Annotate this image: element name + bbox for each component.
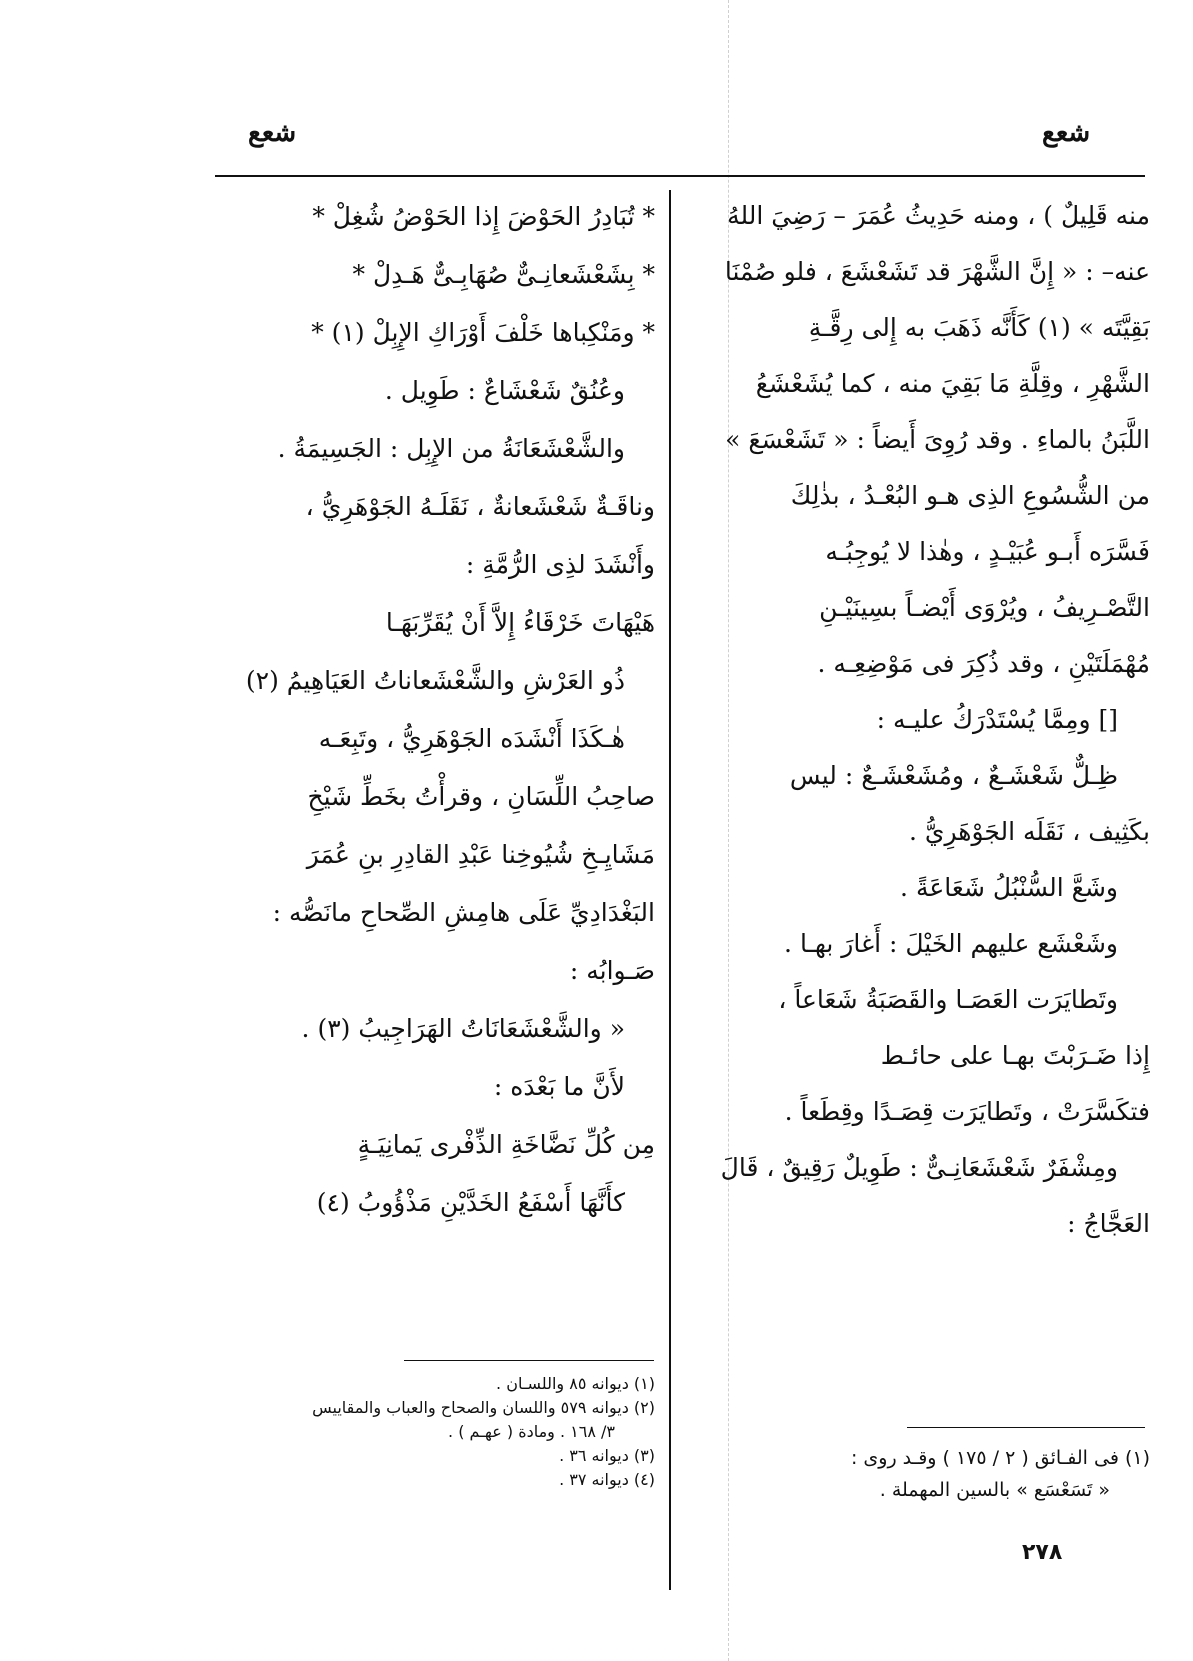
text-line: إِذا ضَـرَبْتَ بهـا على حائـط xyxy=(880,1041,1150,1070)
verse-line: * ومَنْكِباها خَلْفَ أَوْرَاكِ الإِبِلْ (١) * xyxy=(311,318,655,347)
text-line: الشَّهْرِ ، وقِلَّةِ مَا بَقِيَ منه ، كما يُشَعْشَعُ xyxy=(755,369,1150,398)
text-line: منه قَلِيلٌ ) ، ومنه حَدِيثُ عُمَرَ – رَضِيَ اللهُ xyxy=(727,201,1150,230)
verse-line: هَيْهَاتَ خَرْقَاءُ إِلاَّ أَنْ يُقَرِّبَهَـا xyxy=(385,608,655,637)
text-line: فَسَّرَه أَبـو عُبَيْـدٍ ، وهٰذا لا يُوجِبُـه xyxy=(825,537,1150,566)
text-line: والشَّعْشَعَانَةُ من الإِبِل : الجَسِيمَةُ . xyxy=(277,434,625,463)
footnote-line: (١) ديوانه ٨٥ واللسـان . xyxy=(496,1374,655,1393)
quote-line: « والشَّعْشَعَانَاتُ الهَرَاجِيبُ (٣) . xyxy=(301,1014,625,1043)
text-line: البَغْدَادِيِّ عَلَى هامِشِ الصِّحاحِ مانَصُّه : xyxy=(272,898,655,927)
footnotes-right xyxy=(690,1442,1150,1506)
text-line: وناقَـةٌ شَعْشَعانةٌ ، نَقَلَـهُ الجَوْهَرِيُّ ، xyxy=(305,492,655,521)
text-line: فتكَسَّرَتْ ، وتَطايَرَت قِصَـدًا وقِطَعاً . xyxy=(784,1097,1150,1126)
text-line: وتَطايَرَت العَصَـا والقَصَبَةُ شَعَاعاً ، xyxy=(778,985,1118,1014)
running-header-left: شعع xyxy=(248,118,297,148)
verse-line: ذُو العَرْشِ والشَّعْشَعاناتُ العَيَاهِيمُ (٢) xyxy=(245,666,625,695)
text-line: وعُنُقٌ شَعْشَاعٌ : طَوِيل . xyxy=(384,376,625,405)
verse-line: * تُبَادِرُ الحَوْضَ إِذا الحَوْضُ شُغِلْ * xyxy=(312,202,655,231)
text-line: صَـوابُه : xyxy=(569,956,655,985)
text-line: التَّصْـرِيفُ ، ويُرْوَى أَيْضـاً بسِينَيْـنِ xyxy=(819,593,1150,622)
header-rule xyxy=(215,175,1145,177)
footnotes-left xyxy=(170,1372,655,1492)
text-line: وشَعَّ السُّنْبُلُ شَعَاعَةً . xyxy=(900,873,1118,902)
text-line: العَجَّاجُ : xyxy=(1067,1209,1150,1238)
text-line: مَشَايِـخِ شُيُوخِنا عَبْدِ القادِرِ بنِ عُمَرَ xyxy=(306,840,655,869)
footnote-rule-right xyxy=(907,1427,1145,1428)
text-line: وشَعْشَع عليهم الخَيْلَ : أَغارَ بهـا . xyxy=(784,929,1118,958)
text-line: صاحِبُ اللِّسَانِ ، وقرأْتُ بخَطِّ شَيْخِ xyxy=(307,782,655,811)
text-line: عنه– : « إِنَّ الشَّهْرَ قد تَشَعْشَعَ ، فلو صُمْنَا xyxy=(724,257,1150,286)
footnote-line: ٣/ ١٦٨ . ومادة ( عهـم ) . xyxy=(448,1422,615,1441)
column-divider xyxy=(669,190,671,1590)
page-number: ٢٧٨ xyxy=(1022,1540,1063,1565)
verse-line: مِن كُلِّ نَضَّاخَةِ الذِّفْرى يَمانِيَـةٍ xyxy=(357,1130,655,1159)
text-line: ظِـلٌّ شَعْشَـعٌ ، ومُشَعْشَـعٌ : ليس xyxy=(789,761,1118,790)
text-line: بكَثِيف ، نَقَلَه الجَوْهَرِيُّ . xyxy=(909,817,1150,846)
text-line: ومِشْفَرٌ شَعْشَعَانِـىٌّ : طَوِيلٌ رَقِيقٌ ، قَالَ xyxy=(720,1153,1118,1182)
text-line: مُهْمَلَتَيْنِ ، وقد ذُكِرَ فى مَوْضِعِـه . xyxy=(817,649,1150,678)
verse-line: كأَنَّهَا أَسْفَعُ الخَدَّيْنِ مَذْؤُوبُ (٤) xyxy=(316,1188,625,1217)
running-header-right: شعع xyxy=(1042,118,1091,148)
left-column xyxy=(215,188,655,1232)
right-column xyxy=(690,188,1150,1252)
footnote-line: (١) فى الفـائق ( ٢ / ١٧٥ ) وقـد روى : xyxy=(850,1447,1150,1469)
text-line: من الشُّسُوعِ الذِى هـو البُعْـدُ ، بذٰلِكَ xyxy=(790,481,1150,510)
footnote-line: « تَسَعْسَع » بالسين المهملة . xyxy=(879,1479,1110,1501)
footnote-rule-left xyxy=(404,1360,654,1361)
verse-line: * بِشَعْشَعانِـىٌّ صُهَابِـىٌّ هَـدِلْ * xyxy=(352,260,655,289)
text-line: لأَنَّ ما بَعْدَه : xyxy=(493,1072,625,1101)
text-line: هٰـكَذَا أَنْشَدَه الجَوْهَرِيُّ ، وتَبِعَـه xyxy=(318,724,625,753)
text-line: بَقِيَّتَه » (١) كَأَنَّه ذَهَبَ به إِلى رِقَّـةِ xyxy=(808,313,1150,342)
text-line: اللَّبَنُ بالماءِ . وقد رُوِىَ أَيضاً : « تَشَعْسَعَ » xyxy=(725,425,1150,454)
text-line: وأَنْشَدَ لذِى الرُّمَّةِ : xyxy=(465,550,655,579)
istidrak-heading: [] ومِمَّا يُسْتَدْرَكُ عليـه : xyxy=(876,705,1118,734)
footnote-line: (٤) ديوانه ٣٧ . xyxy=(559,1470,655,1489)
footnote-line: (٣) ديوانه ٣٦ . xyxy=(559,1446,655,1465)
footnote-line: (٢) ديوانه ٥٧٩ واللسان والصحاح والعباب والمقاييس xyxy=(312,1398,655,1417)
